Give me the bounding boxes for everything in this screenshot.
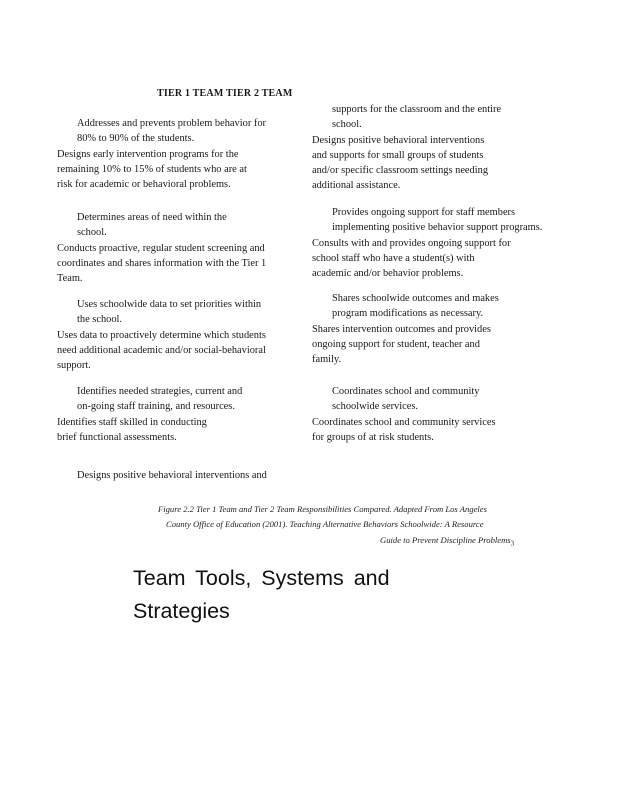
responsibility-block [312, 384, 574, 445]
body-line: support. [57, 360, 91, 372]
body-line: remaining 10% to 15% of students who are at [57, 163, 247, 175]
responsibility-block [57, 297, 293, 373]
body-line: for groups of at risk students. [312, 431, 434, 443]
body-line: and/or specific classroom settings needing [312, 165, 489, 177]
responsibility-block [57, 210, 293, 286]
footnote-reference: 3 [510, 539, 515, 548]
figure-caption-line: County Office of Education (2001). Teaching Alternative Behaviors Schoolwide: A Resource [166, 519, 484, 529]
body-line: Shares intervention outcomes and provides [312, 323, 491, 335]
responsibility-block [312, 102, 574, 194]
body-line: Consults with and provides ongoing support for [312, 237, 511, 249]
responsibility-block [57, 116, 293, 192]
body-line: school staff who have a student(s) with [312, 252, 475, 264]
figure-caption-line: Figure 2.2 Tier 1 Team and Tier 2 Team Responsibilities Compared. Adapted From Los Angeles [158, 504, 487, 514]
lead-line: Designs positive behavioral interventions and [77, 470, 267, 481]
lead-line: Uses schoolwide data to set priorities within [77, 299, 262, 310]
figure-caption-line [380, 532, 514, 552]
body-line: coordinates and shares information with the Tier 1 [57, 257, 267, 269]
lead-line: schoolwide services. [332, 401, 418, 413]
body-line: Coordinates school and community services [312, 416, 496, 428]
body-line: Designs early intervention programs for the [57, 148, 239, 160]
body-line: ongoing support for student, teacher and [312, 338, 480, 350]
lead-line: Provides ongoing support for staff members [332, 207, 516, 218]
lead-line: 80% to 90% of the students. [77, 133, 195, 145]
body-line: and supports for small groups of students [312, 149, 484, 161]
lead-line: supports for the classroom and the entire [332, 104, 502, 115]
body-line: Team. [57, 273, 83, 285]
body-line: Uses data to proactively determine which students [57, 329, 266, 341]
lead-line: Coordinates school and community [332, 386, 480, 397]
responsibility-block [57, 384, 293, 445]
responsibility-block [57, 468, 293, 483]
lead-line: on-going staff training, and resources. [77, 401, 235, 413]
body-line: additional assistance. [312, 180, 401, 192]
lead-line: Addresses and prevents problem behavior for [77, 118, 266, 129]
body-line: Conducts proactive, regular student screening and [57, 242, 265, 254]
body-line: brief functional assessments. [57, 431, 177, 443]
figure-caption-text: Guide to Prevent Discipline Problems [380, 535, 511, 545]
section-title-line: Strategies [133, 599, 230, 623]
table-heading: TIER 1 TEAM TIER 2 TEAM [157, 88, 293, 99]
body-line: need additional academic and/or social-behavioral [57, 344, 266, 356]
lead-line: school. [77, 227, 107, 239]
lead-line: school. [332, 119, 362, 131]
section-title-line: Team Tools, Systems and [133, 566, 390, 590]
body-line: family. [312, 354, 342, 366]
lead-line: the school. [77, 314, 123, 326]
body-line: Designs positive behavioral interventions [312, 134, 485, 146]
lead-line: program modifications as necessary. [332, 308, 484, 320]
lead-line: Shares schoolwide outcomes and makes [332, 293, 499, 304]
lead-line: Identifies needed strategies, current and [77, 386, 243, 397]
section-title [133, 562, 390, 628]
lead-line: implementing positive behavior support programs. [332, 222, 543, 234]
body-line: risk for academic or behavioral problems. [57, 179, 231, 191]
body-line: Identifies staff skilled in conducting [57, 416, 207, 428]
body-line: academic and/or behavior problems. [312, 268, 464, 280]
responsibility-block [312, 205, 574, 281]
lead-line: Determines areas of need within the [77, 212, 227, 223]
responsibility-block [312, 291, 574, 367]
